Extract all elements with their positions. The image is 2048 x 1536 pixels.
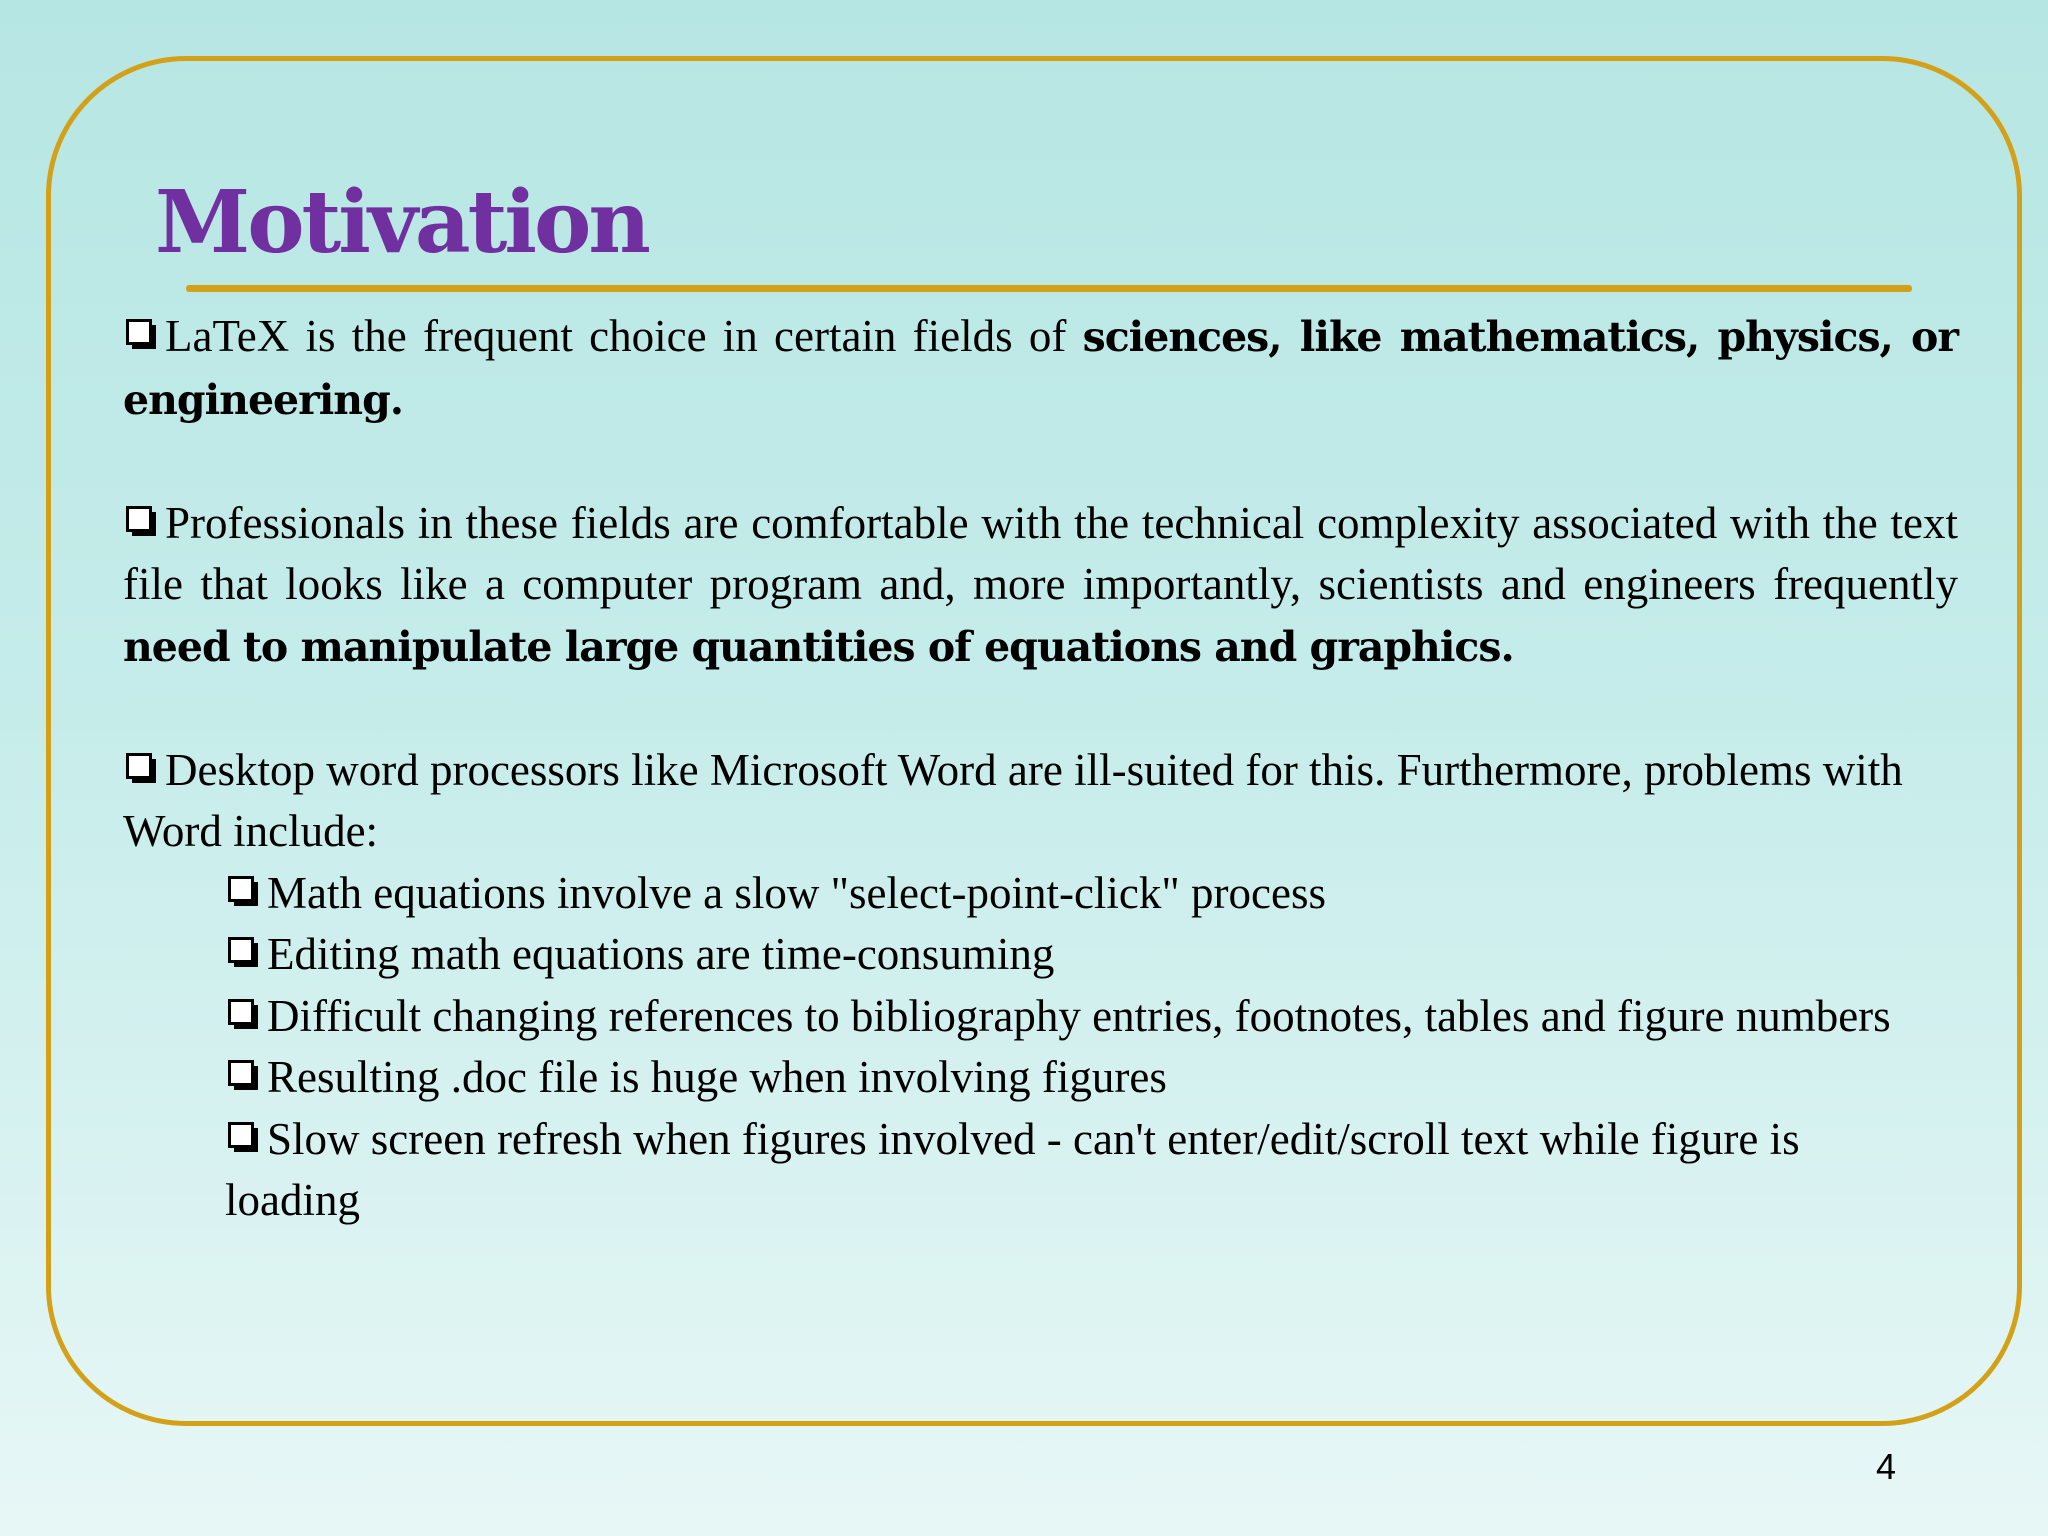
list-item-text: Difficult changing references to bibliography entries, footnotes, tables and figure numbers bbox=[267, 990, 1891, 1041]
list-item-text: Editing math equations are time-consuming bbox=[267, 929, 1055, 979]
list-item-text: Math equations involve a slow "select-point-click" process bbox=[267, 867, 1326, 918]
page-number: 4 bbox=[1875, 1446, 1896, 1487]
list-item bbox=[225, 986, 1958, 1048]
paragraph-bold-text: sciences, like mathematics, physics, or engineering. bbox=[123, 313, 1959, 424]
square-bullet-icon bbox=[225, 1056, 267, 1096]
list-item bbox=[225, 863, 1958, 925]
title-underline bbox=[186, 285, 1912, 292]
square-bullet-icon bbox=[123, 502, 165, 542]
square-bullet-icon bbox=[225, 933, 267, 973]
paragraph-text: Desktop word processors like Microsoft Word are ill-suited for this. Furthermore, problems with Word include: bbox=[123, 744, 1903, 856]
paragraph-latex-choice bbox=[123, 306, 1958, 431]
list-item bbox=[225, 1047, 1958, 1109]
paragraph-word-problems bbox=[123, 740, 1958, 863]
square-bullet-icon bbox=[225, 995, 267, 1035]
list-item-text: Resulting .doc file is huge when involving figures bbox=[267, 1052, 1167, 1102]
word-problems-list bbox=[123, 863, 1958, 1232]
list-item bbox=[225, 924, 1958, 986]
paragraph-professionals bbox=[123, 493, 1958, 679]
square-bullet-icon bbox=[225, 872, 267, 912]
list-item-text: Slow screen refresh when figures involved - can't enter/edit/scroll text while figure is loading bbox=[225, 1113, 1800, 1225]
paragraph-text: Professionals in these fields are comfortable with the technical complexity associated with the text file that looks like a computer program and, more importantly, scientists and engineers frequently bbox=[123, 497, 1958, 609]
paragraph-bold-text: need to manipulate large quantities of equations and graphics. bbox=[123, 622, 1514, 671]
slide-content bbox=[123, 306, 1958, 1232]
slide-title: Motivation bbox=[155, 172, 648, 273]
square-bullet-icon bbox=[123, 315, 165, 355]
square-bullet-icon bbox=[225, 1118, 267, 1158]
paragraph-text: LaTeX is the frequent choice in certain fields of bbox=[165, 311, 1083, 361]
list-item bbox=[225, 1109, 1958, 1232]
square-bullet-icon bbox=[123, 749, 165, 789]
